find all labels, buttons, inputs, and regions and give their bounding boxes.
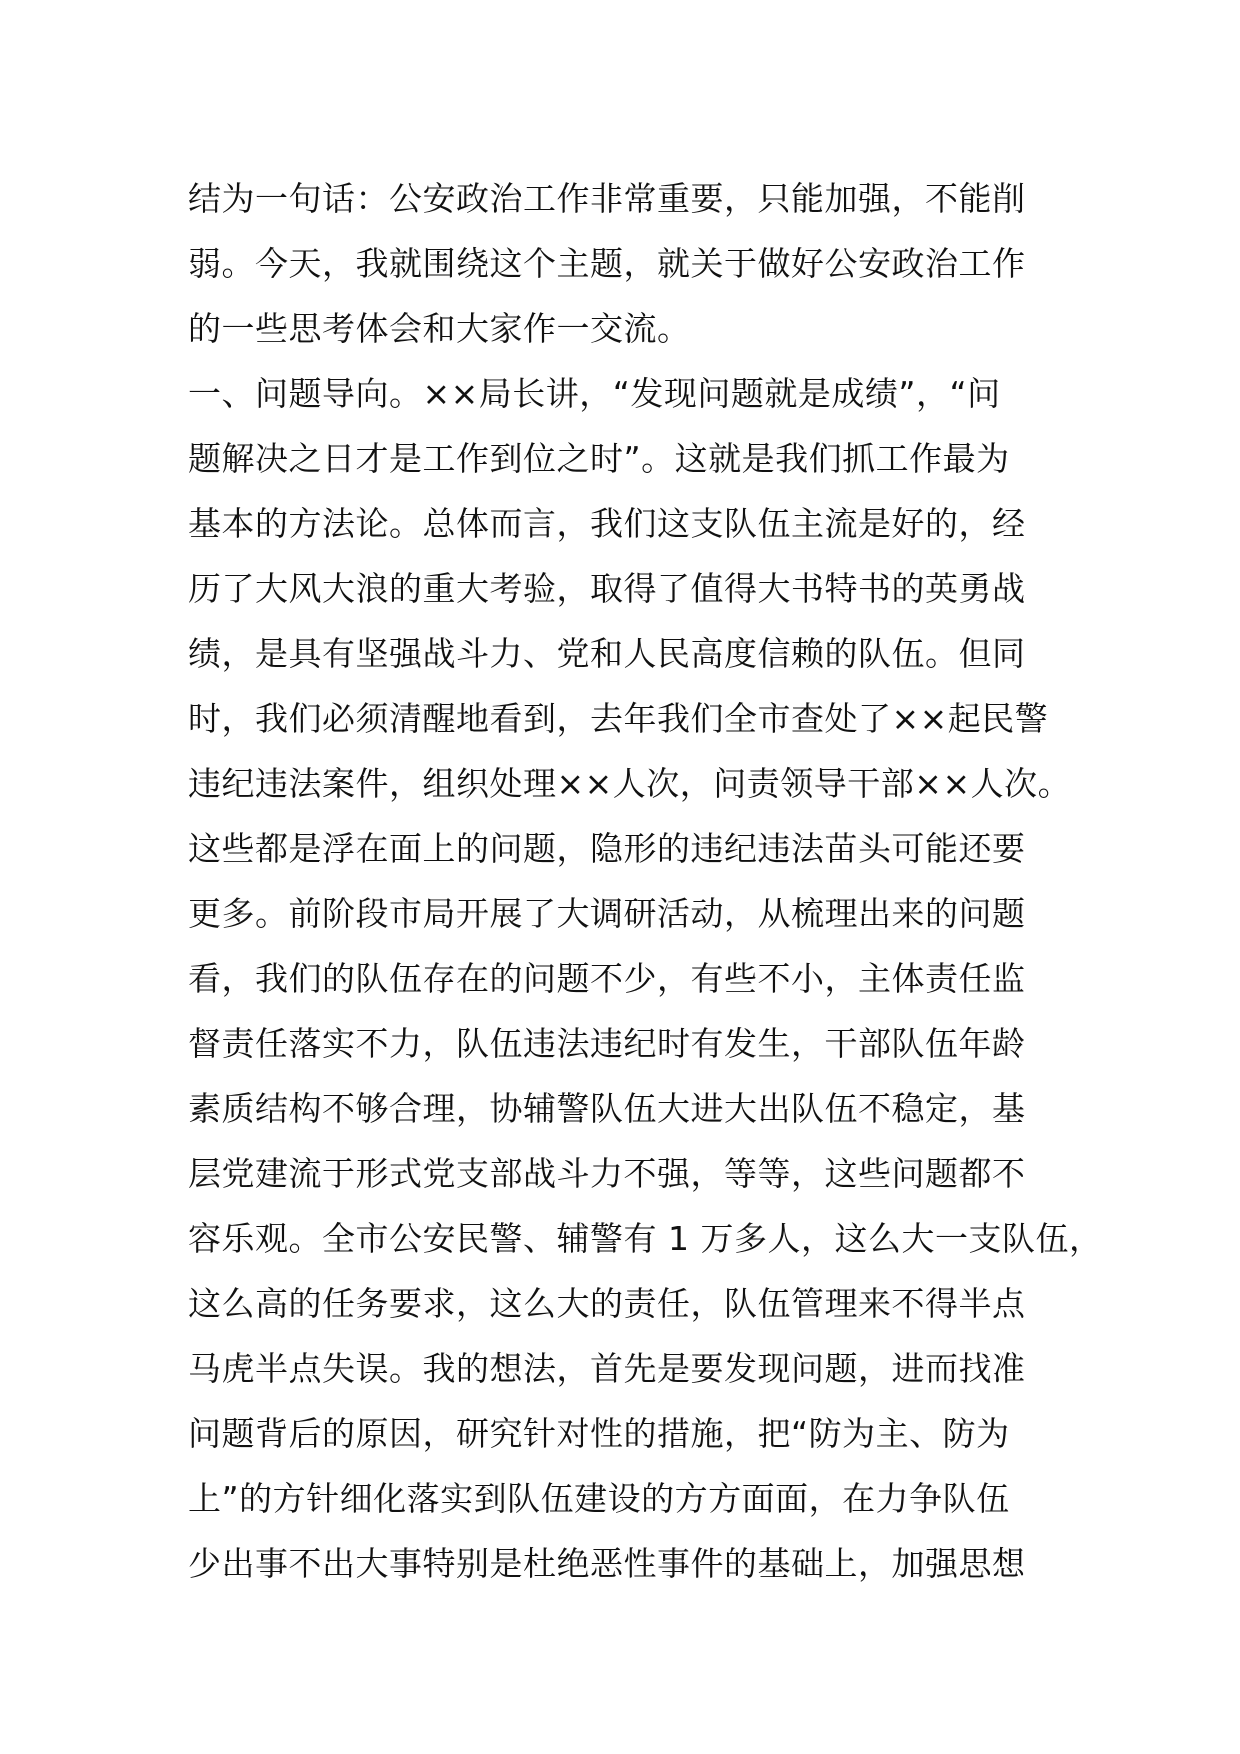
- text-line: 结为一句话：公安政治工作非常重要，只能加强，不能削: [188, 179, 1026, 218]
- text-line: 弱。今天，我就围绕这个主题，就关于做好公安政治工作: [188, 244, 1026, 283]
- text-line: 的一些思考体会和大家作一交流。: [188, 309, 691, 348]
- text-line: 少出事不出大事特别是杜绝恶性事件的基础上，加强思想: [188, 1544, 1026, 1583]
- text-line: 绩，是具有坚强战斗力、党和人民高度信赖的队伍。但同: [188, 634, 1026, 673]
- text-line: 时，我们必须清醒地看到，去年我们全市查处了××起民警: [188, 699, 1049, 738]
- text-line: 层党建流于形式党支部战斗力不强，等等，这些问题都不: [188, 1154, 1026, 1193]
- text-line: 基本的方法论。总体而言，我们这支队伍主流是好的，经: [188, 504, 1026, 543]
- text-line: 容乐观。全市公安民警、辅警有 1 万多人，这么大一支队伍，: [188, 1219, 1103, 1258]
- text-line: 上”的方针细化落实到队伍建设的方方面面，在力争队伍: [188, 1479, 1010, 1518]
- text-line: 题解决之日才是工作到位之时”。这就是我们抓工作最为: [188, 439, 1010, 478]
- text-line: 这些都是浮在面上的问题，隐形的违纪违法苗头可能还要: [188, 829, 1026, 868]
- body-text: [188, 166, 1103, 1596]
- text-line: 违纪违法案件，组织处理××人次，问责领导干部××人次。: [188, 764, 1072, 803]
- text-line: 看，我们的队伍存在的问题不少，有些不小，主体责任监: [188, 959, 1026, 998]
- text-line: 问题背后的原因，研究针对性的措施，把“防为主、防为: [188, 1414, 1010, 1453]
- text-line: 这么高的任务要求，这么大的责任，队伍管理来不得半点: [188, 1284, 1026, 1323]
- text-line: 一、问题导向。××局长讲，“发现问题就是成绩”，“问: [188, 374, 1001, 413]
- text-line: 更多。前阶段市局开展了大调研活动，从梳理出来的问题: [188, 894, 1026, 933]
- text-line: 历了大风大浪的重大考验，取得了值得大书特书的英勇战: [188, 569, 1026, 608]
- text-line: 马虎半点失误。我的想法，首先是要发现问题，进而找准: [188, 1349, 1026, 1388]
- text-line: 督责任落实不力，队伍违法违纪时有发生，干部队伍年龄: [188, 1024, 1026, 1063]
- text-line: 素质结构不够合理，协辅警队伍大进大出队伍不稳定，基: [188, 1089, 1026, 1128]
